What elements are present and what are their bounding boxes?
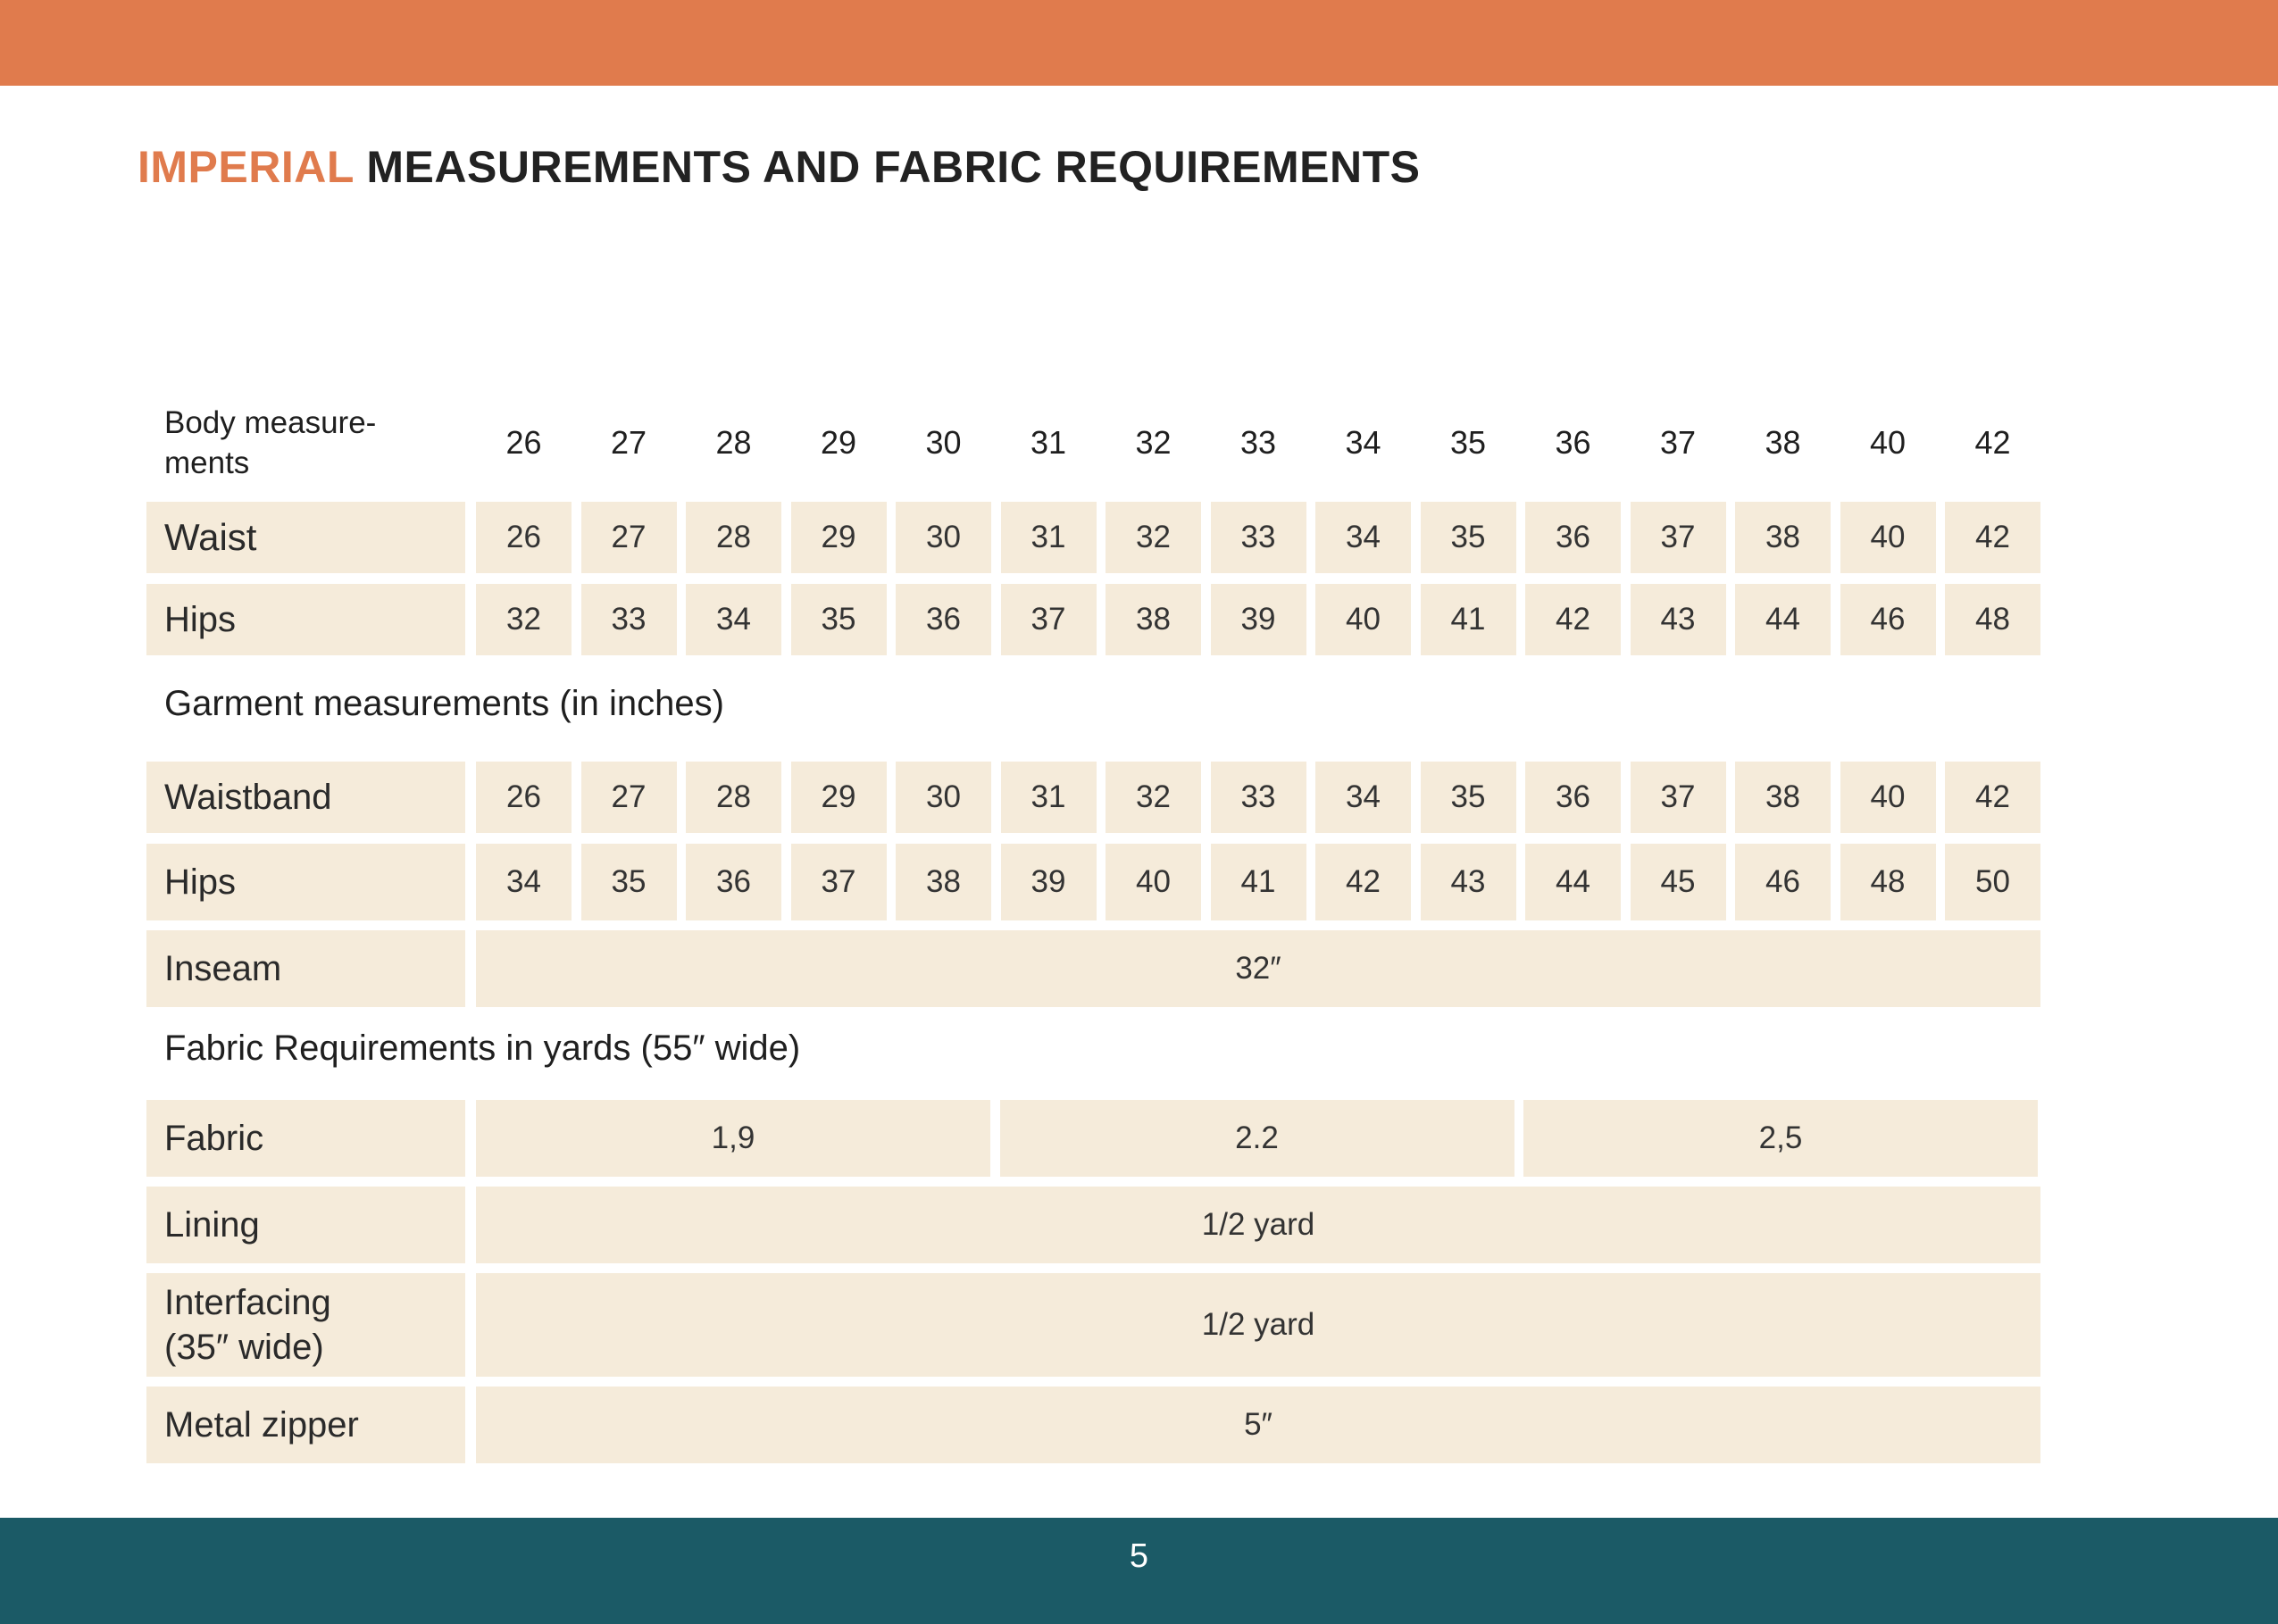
size-header-cell: 38: [1765, 424, 1801, 461]
inseam-label: Inseam: [146, 930, 465, 1007]
size-header-cell: 42: [1974, 424, 2011, 461]
fabric-value-cell: 2,5: [1523, 1100, 2038, 1177]
body-row-cell: 32: [1106, 502, 1201, 573]
body-row-cell: 42: [1945, 502, 2040, 573]
size-header-cell: 33: [1239, 424, 1277, 461]
garment-row-cell: 35: [581, 844, 677, 920]
body-row-cell: 38: [1735, 502, 1831, 573]
garment-row-cell: 39: [1001, 844, 1097, 920]
size-header-cell: 29: [820, 424, 857, 461]
body-row-cell: 29: [791, 502, 887, 573]
size-header-cell: 34: [1345, 424, 1381, 461]
garment-row-cell: 34: [476, 844, 572, 920]
garment-row-cell: 38: [1735, 762, 1831, 833]
garment-row-cell: 29: [791, 762, 887, 833]
garment-row-cell: 45: [1631, 844, 1726, 920]
size-header-cell: 37: [1659, 424, 1697, 461]
garment-row-cell: 36: [686, 844, 781, 920]
garment-row-cell: 40: [1106, 844, 1201, 920]
body-row-cell: 33: [581, 584, 677, 655]
garment-row-cell: 36: [1525, 762, 1621, 833]
garment-row-cell: 34: [1315, 762, 1411, 833]
body-row-cell: 46: [1840, 584, 1936, 655]
body-row-cell: 41: [1421, 584, 1516, 655]
lining-value: 1/2 yard: [476, 1187, 2040, 1263]
fabric-label: Fabric: [146, 1100, 465, 1177]
size-header-cell: 26: [505, 424, 542, 461]
body-row-cell: 36: [896, 584, 991, 655]
garment-row-cell: 32: [1106, 762, 1201, 833]
size-header-cell: 27: [610, 424, 647, 461]
body-row-cell: 30: [896, 502, 991, 573]
size-header-cell: 31: [1030, 424, 1067, 461]
metal-zipper-label: Metal zipper: [146, 1387, 465, 1463]
title-accent: IMPERIAL: [138, 142, 354, 192]
size-header-cell: 30: [925, 424, 962, 461]
body-row-cell: 32: [476, 584, 572, 655]
garment-row-cell: 30: [896, 762, 991, 833]
garment-row-cell: 41: [1211, 844, 1306, 920]
body-row-cell: 40: [1840, 502, 1936, 573]
garment-row-label: Waistband: [146, 762, 465, 833]
size-header-cell: 32: [1135, 424, 1172, 461]
body-row-cell: 26: [476, 502, 572, 573]
top-accent-bar: [0, 0, 2278, 86]
body-row-cell: 43: [1631, 584, 1726, 655]
inseam-value: 32″: [476, 930, 2040, 1007]
size-header-cell: 40: [1869, 424, 1907, 461]
garment-row-cell: 50: [1945, 844, 2040, 920]
size-header-cell: 28: [715, 424, 752, 461]
body-row-cell: 39: [1211, 584, 1306, 655]
body-row-cell: 31: [1001, 502, 1097, 573]
page-number: 5: [1129, 1537, 1149, 1575]
body-row-cell: 44: [1735, 584, 1831, 655]
garment-row-cell: 28: [686, 762, 781, 833]
garment-row-cell: 40: [1840, 762, 1936, 833]
body-row-cell: 37: [1631, 502, 1726, 573]
fabric-value-cell: 1,9: [476, 1100, 990, 1177]
body-row-label: Hips: [146, 584, 465, 655]
garment-section-title: Garment measurements (in inches): [164, 684, 724, 723]
garment-row-cell: 31: [1001, 762, 1097, 833]
body-row-cell: 37: [1001, 584, 1097, 655]
body-row-cell: 35: [1421, 502, 1516, 573]
garment-row-cell: 35: [1421, 762, 1516, 833]
body-row-label: Waist: [146, 502, 465, 573]
body-row-cell: 27: [581, 502, 677, 573]
garment-row-cell: 43: [1421, 844, 1516, 920]
body-row-cell: 40: [1315, 584, 1411, 655]
garment-row-cell: 42: [1945, 762, 2040, 833]
body-measurements-header: Body measure- ments: [164, 404, 377, 480]
body-row-cell: 36: [1525, 502, 1621, 573]
size-header-cell: 35: [1449, 424, 1487, 461]
body-row-cell: 38: [1106, 584, 1201, 655]
body-row-cell: 35: [791, 584, 887, 655]
metal-zipper-value: 5″: [476, 1387, 2040, 1463]
body-row-cell: 34: [1315, 502, 1411, 573]
garment-row-cell: 44: [1525, 844, 1621, 920]
body-row-cell: 33: [1211, 502, 1306, 573]
garment-row-cell: 42: [1315, 844, 1411, 920]
fabric-section-title: Fabric Requirements in yards (55″ wide): [164, 1029, 801, 1068]
body-row-cell: 42: [1525, 584, 1621, 655]
interfacing-value: 1/2 yard: [476, 1273, 2040, 1377]
garment-row-cell: 37: [1631, 762, 1726, 833]
body-row-cell: 34: [686, 584, 781, 655]
page-title: [138, 141, 1420, 193]
body-row-cell: 28: [686, 502, 781, 573]
size-header-cell: 36: [1555, 424, 1591, 461]
lining-label: Lining: [146, 1187, 465, 1263]
garment-row-cell: 27: [581, 762, 677, 833]
garment-row-cell: 26: [476, 762, 572, 833]
garment-row-label: Hips: [146, 844, 465, 920]
garment-row-cell: 33: [1211, 762, 1306, 833]
garment-row-cell: 46: [1735, 844, 1831, 920]
garment-row-cell: 37: [791, 844, 887, 920]
title-rest: MEASUREMENTS AND FABRIC REQUIREMENTS: [354, 142, 1421, 192]
garment-row-cell: 48: [1840, 844, 1936, 920]
interfacing-label: Interfacing (35″ wide): [146, 1273, 465, 1377]
fabric-value-cell: 2.2: [1000, 1100, 1514, 1177]
body-row-cell: 48: [1945, 584, 2040, 655]
garment-row-cell: 38: [896, 844, 991, 920]
